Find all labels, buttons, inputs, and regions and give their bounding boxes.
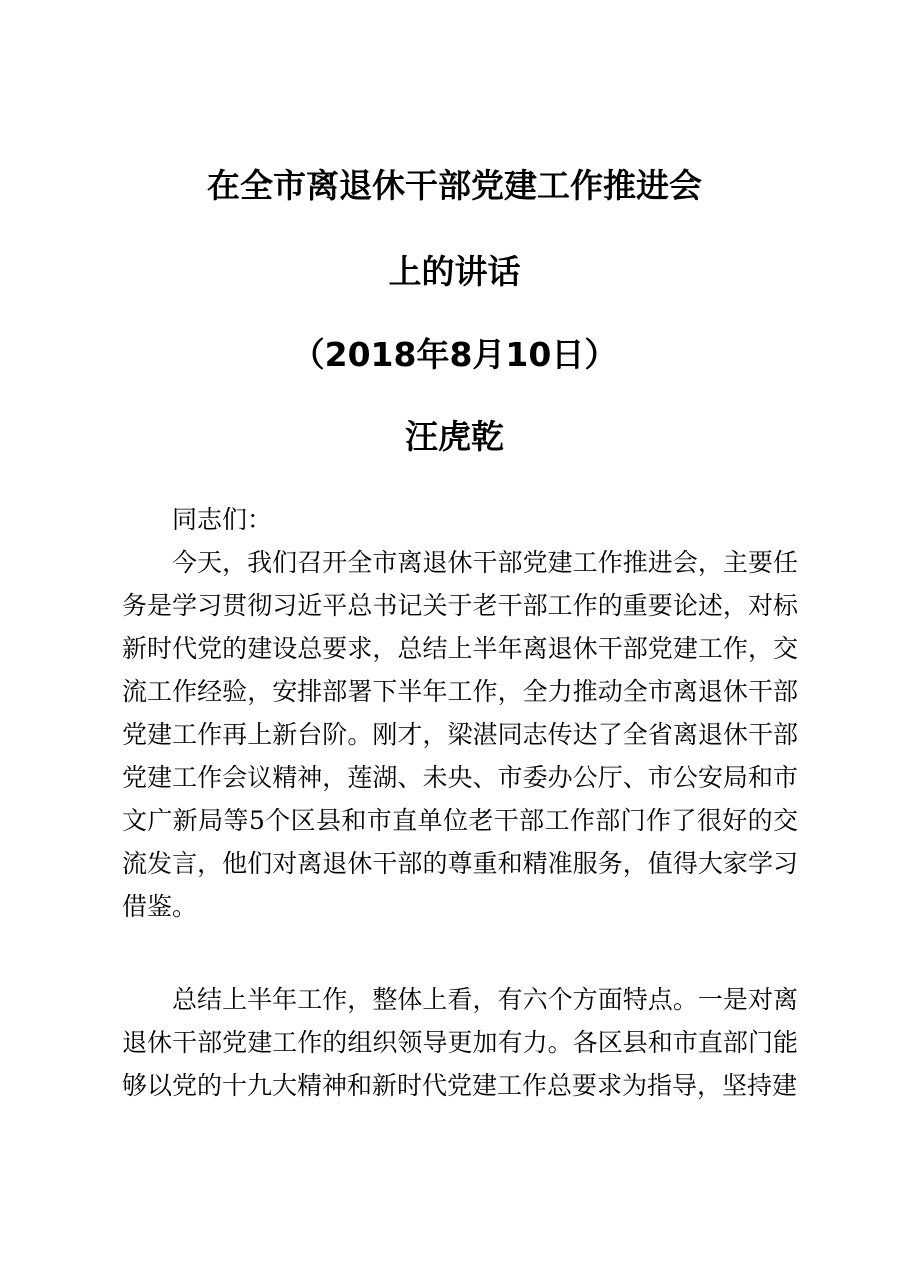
- title-line-2: 上的讲话: [388, 252, 521, 291]
- speaker-name: 汪虎乾: [405, 417, 504, 456]
- salutation-text: 同志们：: [172, 505, 273, 534]
- paragraph-1: [122, 541, 798, 928]
- paragraph-2: [122, 978, 798, 1107]
- paragraph-1-text: 今天，我们召开全市离退休干部党建工作推进会，主要任务是学习贯彻习近平总书记关于老干部工作的重要论述，对标新时代党的建设总要求，总结上半年离退休干部党建工作，交流工作经验，安排部署下半年工作，全力推动全市离退休干部党建工作再上新台阶。刚才，梁湛同志传达了全省离退休干部党建工作会议精神，莲湖、未央、市委办公厅、市公安局和市文广新局等5个区县和市直单位老干部工作部门作了很好的交流发言，他们对离退休干部的尊重和精准服务，值得大家学习借鉴。: [122, 548, 798, 921]
- title-line-1: 在全市离退休干部党建工作推进会: [207, 166, 702, 205]
- salutation: [122, 498, 798, 541]
- speech-date: （2018年8月10日）: [291, 335, 618, 374]
- paragraph-2-text: 总结上半年工作，整体上看，有六个方面特点。一是对离退休干部党建工作的组织领导更加有力。各区县和市直部门能够以党的十九大精神和新时代党建工作总要求为指导，坚持建: [122, 985, 798, 1100]
